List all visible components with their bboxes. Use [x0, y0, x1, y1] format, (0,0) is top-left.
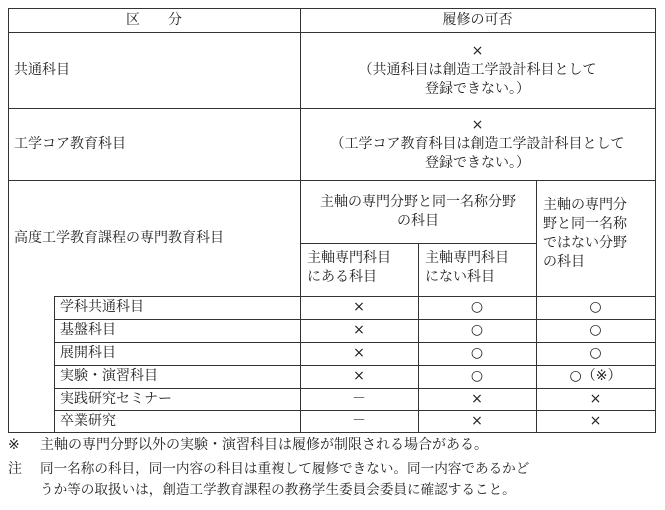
row-label-kyotsu: 共通科目 — [14, 61, 70, 78]
subheader-other-line2: 野と同一名称 — [543, 216, 627, 232]
row-value-kyotsu — [300, 34, 655, 106]
subject-name-5: 卒業研究 — [60, 412, 116, 429]
row-label-core: 工学コア教育科目 — [14, 135, 126, 152]
kyotsu-note-line2: 登録できない。） — [425, 80, 530, 97]
subject-other-field-5: × — [589, 412, 602, 429]
footnote-2-mark: 注 — [8, 461, 22, 477]
subject-not-in-axis-2: ○ — [470, 345, 484, 361]
subject-name-2: 展開科目 — [60, 345, 116, 361]
subject-name-3: 実験・演習科目 — [60, 368, 158, 384]
subheader-same-field — [300, 180, 536, 243]
subheader-other-line1: 主軸の専門分 — [543, 197, 627, 213]
subject-in-axis-3: × — [353, 368, 365, 384]
subject-other-field-4: × — [589, 390, 602, 407]
header-rishu: 履修の可否 — [442, 11, 513, 28]
core-note-line1: （工学コア教育科目は創造工学設計科目として — [330, 135, 625, 152]
subject-other-field-1: ○ — [589, 322, 602, 338]
subject-in-axis-4: － — [352, 390, 366, 407]
kyotsu-mark: × — [471, 42, 484, 59]
subject-not-in-axis-1: ○ — [470, 322, 484, 338]
subject-name-4: 実践研究セミナー — [60, 390, 172, 407]
subject-name-0: 学科共通科目 — [60, 299, 144, 315]
subheader-other-line4: の科目 — [543, 254, 585, 270]
kyotsu-note-line1: （共通科目は創造工学設計科目として — [358, 61, 597, 78]
subheader-same-line1: 主軸の専門分野と同一名称分野 — [320, 193, 516, 210]
table-border-bottom — [8, 432, 656, 433]
in-axis-line1: 主軸専門科目 — [307, 250, 391, 266]
subject-not-in-axis-4: × — [471, 390, 483, 407]
core-mark: × — [471, 116, 484, 133]
subject-in-axis-2: × — [353, 345, 365, 361]
footnote-2-text-line2: うか等の取扱いは，創造工学教育課程の教務学生委員会委員に確認すること。 — [40, 482, 516, 498]
table-border-right — [655, 8, 656, 433]
subject-name-1: 基盤科目 — [60, 322, 116, 338]
subheader-other-field — [536, 196, 655, 286]
footnote-2-text-line1: 同一名称の科目，同一内容の科目は重複して履修できない。同一内容であるかど — [40, 461, 530, 477]
subject-in-axis-5: － — [352, 412, 366, 429]
subject-in-axis-1: × — [353, 322, 365, 338]
subject-other-field-0: ○ — [589, 299, 602, 315]
not-in-axis-line1: 主軸専門科目 — [425, 250, 509, 266]
subject-other-field-3: ○（※） — [569, 368, 622, 384]
core-note-line2: 登録できない。） — [425, 154, 530, 171]
subject-not-in-axis-3: ○ — [470, 368, 484, 384]
footnote-1-text: 主軸の専門分野以外の実験・演習科目は履修が制限される場合がある。 — [40, 437, 488, 453]
subject-other-field-2: ○ — [589, 345, 602, 361]
subheader-not-in-axis — [418, 249, 536, 295]
not-in-axis-line2: にない科目 — [425, 269, 495, 285]
in-axis-line2: にある科目 — [307, 269, 377, 285]
subject-in-axis-0: × — [353, 299, 365, 315]
row-label-advanced: 高度工学教育課程の専門教育科目 — [14, 229, 224, 246]
subheader-other-line3: ではない分野 — [543, 235, 627, 251]
subheader-same-line2: の科目 — [397, 212, 439, 229]
subheader-in-axis — [300, 249, 418, 295]
subject-not-in-axis-5: × — [471, 412, 483, 429]
footnote-1-mark: ※ — [8, 437, 20, 453]
header-kubun: 区 分 — [126, 11, 182, 28]
subject-not-in-axis-0: ○ — [470, 299, 484, 315]
row-value-core — [300, 109, 655, 179]
